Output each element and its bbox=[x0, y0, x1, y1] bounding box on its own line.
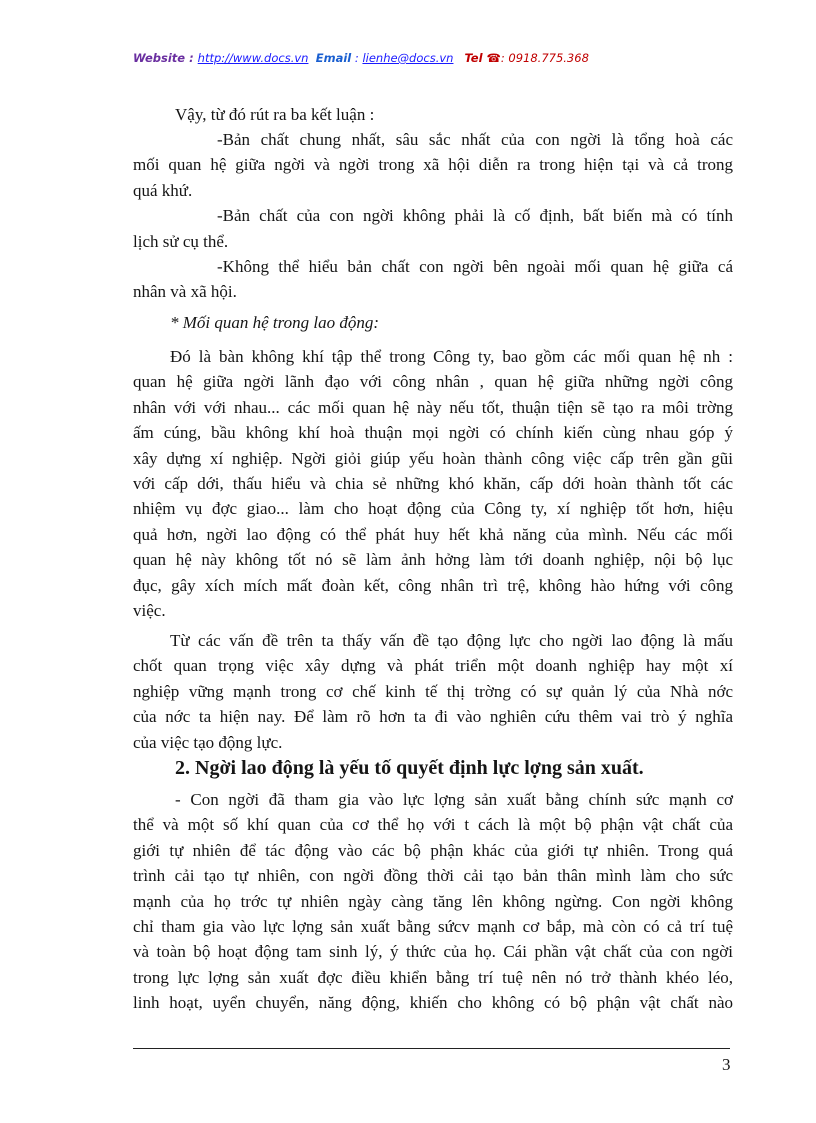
text-line: của việc tạo động lực. bbox=[133, 732, 283, 752]
text-line: và toàn bộ hoạt động tam sinh lý, ý thức của họ. Cái phần vật chất của con ngời bbox=[133, 942, 733, 962]
text-line: trình cải tạo tự nhiên, con ngời đồng thời cải tạo bản thân mình làm cho sức bbox=[133, 866, 733, 886]
text-line: với cấp dới, thấu hiểu và chia sẻ những khó khăn, cấp dới hoàn thành tốt các bbox=[133, 473, 733, 493]
text-line: nhân với với nhau... các mối quan hệ này nếu tốt, thuận tiện sẽ tạo ra môi trờng bbox=[133, 397, 733, 417]
text-line: mạnh của họ trớc tự nhiên ngày càng tăng lên không ngừng. Con ngời không bbox=[133, 891, 733, 911]
email-label: Email bbox=[315, 51, 352, 65]
text-line: chỉ tham gia vào lực lợng sản xuất bằng sứcv mạnh cơ bắp, mà còn có cả trí tuệ bbox=[133, 916, 733, 936]
text-line: nghiệp vững mạnh trong cơ chế kinh tế thị trờng có sự quản lý của Nhà nớc bbox=[133, 681, 733, 701]
tel-number: : 0918.775.368 bbox=[500, 51, 589, 65]
conclusion-intro bbox=[133, 102, 733, 127]
page-header bbox=[133, 51, 589, 65]
paragraph-motivation-summary bbox=[133, 628, 733, 755]
text-line: Đó là bàn không khí tập thể trong Công ty, bao gồm các mối quan hệ nh : bbox=[170, 347, 733, 366]
footer-rule bbox=[133, 1048, 730, 1049]
text-line: mối quan hệ giữa ngời và ngời trong xã hội diễn ra trong hiện tại và cả trong bbox=[133, 155, 733, 175]
email-separator: : bbox=[351, 51, 363, 65]
text-line: nhiệm vụ đợc giao... làm cho hoạt động của Công ty, xí nghiệp tốt hơn, hiệu bbox=[133, 499, 733, 519]
tel-label: Tel ☎ bbox=[464, 51, 501, 65]
text-line: linh hoạt, uyển chuyển, năng động, khiến cho không có bộ phận vật chất nào bbox=[133, 993, 733, 1013]
text-line: -Bản chất của con ngời không phải là cố định, bất biến mà có tính bbox=[217, 206, 733, 226]
text-line: quả hơn, ngời lao động có thể phát huy hết khả năng của mình. Nếu các mối bbox=[133, 524, 733, 544]
text-line: của nớc ta hiện nay. Để làm rõ hơn ta đi vào nghiên cứu thêm vai trò ý nghĩa bbox=[133, 707, 733, 727]
text-line: đục, gây xích mích mất đoàn kết, công nhân trì trệ, không hào hứng với công bbox=[133, 575, 733, 595]
text-line: ấm cúng, bầu không khí hoà thuận mọi ngời có chính kiến cùng nhau góp ý bbox=[133, 423, 733, 443]
section-heading: 2. Ngời lao động là yếu tố quyết định lực lợng sản xuất. bbox=[175, 757, 644, 779]
conclusion-list bbox=[133, 127, 733, 305]
paragraph-labor-relations bbox=[133, 344, 733, 623]
text-line: xây dựng xí nghiệp. Ngời giỏi giúp yếu hoàn thành công việc cấp trên gần gũi bbox=[133, 448, 733, 468]
page-number: 3 bbox=[722, 1055, 731, 1074]
paragraph-section-2 bbox=[133, 787, 733, 1016]
website-label: Website : bbox=[133, 51, 198, 65]
text-line: Từ các vấn đề trên ta thấy vấn đề tạo động lực cho ngời lao động là mấu bbox=[170, 631, 733, 650]
text-line: việc. bbox=[133, 600, 166, 620]
text-line: quá khứ. bbox=[133, 180, 193, 200]
text-line: -Bản chất chung nhất, sâu sắc nhất của con ngời là tổng hoà các bbox=[217, 130, 733, 149]
text-line: Vậy, từ đó rút ra ba kết luận : bbox=[175, 105, 375, 124]
text-line: giới tự nhiên để tác động vào các bộ phận khác của giới tự nhiên. Trong quá bbox=[133, 840, 733, 860]
text-line: - Con ngời đã tham gia vào lực lợng sản xuất bằng chính sức mạnh cơ bbox=[175, 790, 733, 809]
text-line: chốt quan trọng việc xây dựng và phát triển một doanh nghiệp hay một xí bbox=[133, 656, 733, 676]
text-line: quan hệ giữa ngời lãnh đạo với công nhân , quan hệ giữa những ngời công bbox=[133, 372, 733, 392]
text-line: thể và một số khí quan của cơ thể họ với t cách là một bộ phận vật chất của bbox=[133, 815, 733, 835]
website-link[interactable]: http://www.docs.vn bbox=[197, 51, 309, 65]
email-link[interactable]: lienhe@docs.vn bbox=[362, 51, 454, 65]
subheading-labor-relations: * Mối quan hệ trong lao động: bbox=[170, 313, 380, 332]
text-line: nhân và xã hội. bbox=[133, 282, 237, 302]
text-line: -Không thể hiểu bản chất con ngời bên ngoài mối quan hệ giữa cá bbox=[217, 256, 733, 276]
text-line: quan hệ này không tốt nó sẽ làm ảnh hởng làm tới doanh nghiệp, nội bộ lục bbox=[133, 550, 733, 570]
text-line: lịch sử cụ thể. bbox=[133, 231, 229, 251]
text-line: trong lực lợng sản xuất đợc điều khiển bằng trí tuệ nên nó trở thành khéo léo, bbox=[133, 967, 733, 987]
